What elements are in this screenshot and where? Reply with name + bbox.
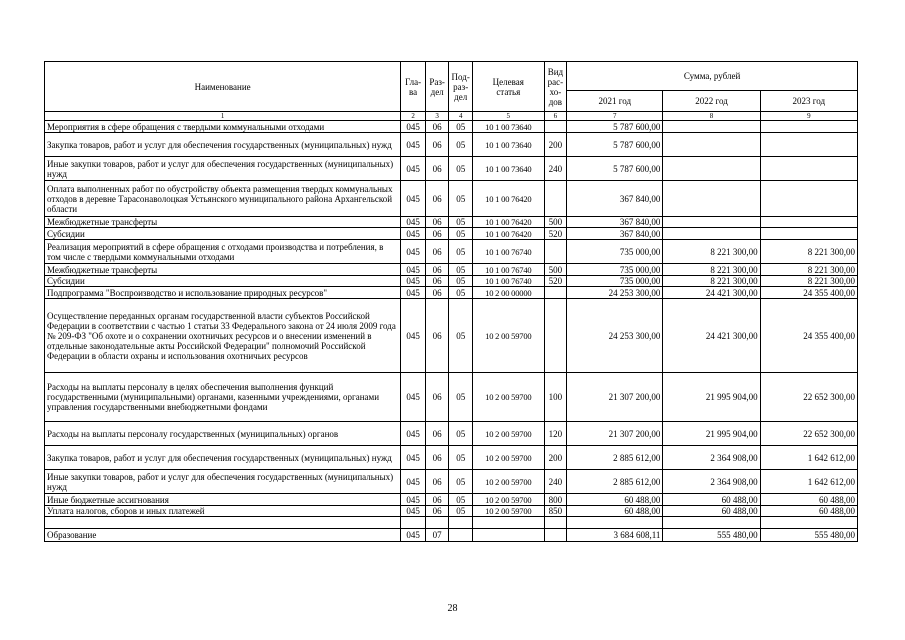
row-name: Расходы на выплаты персоналу в целях обеспечения выполнения функций государственными (муниципальными) органами, казенными учреждениями, органами управления государственными внебюджетными фондами	[45, 373, 401, 422]
row-glava: 045	[401, 181, 426, 217]
row-target-article	[472, 517, 544, 529]
table-row	[45, 373, 858, 422]
row-name: Иные бюджетные ассигнования	[45, 494, 401, 506]
row-sum-2021: 5 787 600,00	[567, 133, 663, 157]
row-expense-type: 520	[544, 228, 567, 240]
row-razdel: 06	[425, 470, 449, 494]
row-expense-type: 520	[544, 276, 567, 287]
row-sum-2021: 3 684 608,11	[567, 529, 663, 542]
row-glava: 045	[401, 121, 426, 133]
row-sum-2022: 60 488,00	[663, 494, 760, 506]
row-target-article: 10 1 00 73640	[472, 157, 544, 181]
header-year-2023: 2023 год	[760, 91, 857, 112]
row-razdel: 06	[425, 240, 449, 264]
row-sum-2023: 555 480,00	[760, 529, 857, 542]
table-row	[45, 157, 858, 181]
row-sum-2022	[663, 217, 760, 228]
row-podrazdel: 05	[449, 133, 473, 157]
row-podrazdel	[449, 517, 473, 529]
table-row	[45, 529, 858, 542]
row-podrazdel: 05	[449, 446, 473, 470]
table-row	[45, 287, 858, 299]
row-sum-2022: 24 421 300,00	[663, 299, 760, 373]
row-glava: 045	[401, 470, 426, 494]
row-sum-2022	[663, 121, 760, 133]
table-row	[45, 470, 858, 494]
col-number: 4	[449, 112, 473, 121]
row-target-article: 10 1 00 73640	[472, 133, 544, 157]
row-expense-type: 500	[544, 217, 567, 228]
row-sum-2023	[760, 121, 857, 133]
header-vid: Вид рас- хо- дов	[544, 62, 567, 112]
row-podrazdel: 05	[449, 373, 473, 422]
column-number-row	[45, 112, 858, 121]
row-razdel: 06	[425, 217, 449, 228]
table-row	[45, 494, 858, 506]
row-sum-2021: 2 885 612,00	[567, 446, 663, 470]
row-sum-2023: 8 221 300,00	[760, 276, 857, 287]
row-name	[45, 517, 401, 529]
row-sum-2021: 24 253 300,00	[567, 287, 663, 299]
table-row	[45, 228, 858, 240]
row-expense-type: 240	[544, 470, 567, 494]
row-target-article: 10 2 00 59700	[472, 422, 544, 446]
row-podrazdel: 05	[449, 276, 473, 287]
table-body	[45, 121, 858, 542]
row-target-article: 10 2 00 00000	[472, 287, 544, 299]
row-sum-2023	[760, 157, 857, 181]
header-year-2021: 2021 год	[567, 91, 663, 112]
row-razdel: 06	[425, 422, 449, 446]
row-razdel: 06	[425, 287, 449, 299]
table-row	[45, 446, 858, 470]
row-sum-2022: 21 995 904,00	[663, 373, 760, 422]
row-name: Субсидии	[45, 276, 401, 287]
page-number: 28	[447, 603, 458, 614]
row-glava: 045	[401, 287, 426, 299]
row-sum-2022	[663, 228, 760, 240]
row-glava: 045	[401, 529, 426, 542]
row-sum-2022: 2 364 908,00	[663, 446, 760, 470]
row-podrazdel: 05	[449, 287, 473, 299]
row-sum-2022	[663, 133, 760, 157]
row-sum-2023	[760, 517, 857, 529]
row-name: Расходы на выплаты персоналу государственных (муниципальных) органов	[45, 422, 401, 446]
row-sum-2022	[663, 157, 760, 181]
row-podrazdel: 05	[449, 422, 473, 446]
col-number: 3	[425, 112, 449, 121]
row-expense-type: 100	[544, 373, 567, 422]
row-glava: 045	[401, 422, 426, 446]
col-number: 7	[567, 112, 663, 121]
row-glava: 045	[401, 217, 426, 228]
table-row	[45, 240, 858, 264]
row-glava: 045	[401, 228, 426, 240]
row-podrazdel: 05	[449, 299, 473, 373]
col-number: 9	[760, 112, 857, 121]
row-glava: 045	[401, 299, 426, 373]
row-expense-type: 850	[544, 506, 567, 517]
row-podrazdel: 05	[449, 228, 473, 240]
row-target-article: 10 1 00 76420	[472, 181, 544, 217]
row-glava: 045	[401, 264, 426, 276]
row-expense-type: 200	[544, 133, 567, 157]
row-target-article: 10 2 00 59700	[472, 446, 544, 470]
row-name: Оплата выполненных работ по обустройству объекта размещения твердых коммунальных отходов в деревне Тарасонаволоцкая Устьянского муниципального района Архангельской области	[45, 181, 401, 217]
row-name: Иные закупки товаров, работ и услуг для обеспечения государственных (муниципальных) нужд	[45, 157, 401, 181]
header-name: Наименование	[45, 62, 401, 112]
row-sum-2021: 735 000,00	[567, 276, 663, 287]
col-number: 6	[544, 112, 567, 121]
row-target-article: 10 1 00 76740	[472, 276, 544, 287]
table-row	[45, 121, 858, 133]
row-name: Образование	[45, 529, 401, 542]
row-expense-type: 120	[544, 422, 567, 446]
table-row	[45, 299, 858, 373]
row-sum-2023: 24 355 400,00	[760, 299, 857, 373]
row-target-article: 10 2 00 59700	[472, 506, 544, 517]
row-expense-type: 200	[544, 446, 567, 470]
row-podrazdel: 05	[449, 240, 473, 264]
row-target-article: 10 2 00 59700	[472, 299, 544, 373]
row-sum-2021: 2 885 612,00	[567, 470, 663, 494]
row-glava: 045	[401, 506, 426, 517]
row-sum-2023	[760, 217, 857, 228]
row-sum-2021: 5 787 600,00	[567, 157, 663, 181]
row-podrazdel: 05	[449, 470, 473, 494]
row-sum-2023: 1 642 612,00	[760, 470, 857, 494]
table-row	[45, 276, 858, 287]
row-razdel: 07	[425, 529, 449, 542]
row-name: Осуществление переданных органам государственной власти субъектов Российской Федерации в соответствии с частью 1 статьи 33 Федерального закона от 24 июля 2009 года № 209-ФЗ "Об охоте и о сохранении охотничьих ресурсов и о внесении изменений в отдельные законодательные акты Российской Федерации" полномочий Российской Федерации в области охраны и использования охотничьих ресурсов	[45, 299, 401, 373]
table-row	[45, 506, 858, 517]
row-target-article: 10 1 00 76740	[472, 240, 544, 264]
row-sum-2021: 24 253 300,00	[567, 299, 663, 373]
row-sum-2023: 60 488,00	[760, 506, 857, 517]
row-razdel: 06	[425, 157, 449, 181]
row-name: Уплата налогов, сборов и иных платежей	[45, 506, 401, 517]
row-expense-type	[544, 240, 567, 264]
row-sum-2022: 555 480,00	[663, 529, 760, 542]
budget-table	[44, 61, 858, 542]
row-expense-type	[544, 529, 567, 542]
row-podrazdel: 05	[449, 494, 473, 506]
row-name: Межбюджетные трансферты	[45, 264, 401, 276]
row-expense-type	[544, 287, 567, 299]
row-expense-type	[544, 299, 567, 373]
table-row	[45, 517, 858, 529]
row-expense-type: 240	[544, 157, 567, 181]
table-row	[45, 181, 858, 217]
row-razdel: 06	[425, 494, 449, 506]
row-podrazdel: 05	[449, 181, 473, 217]
row-expense-type: 800	[544, 494, 567, 506]
row-sum-2023	[760, 228, 857, 240]
row-target-article: 10 1 00 76420	[472, 217, 544, 228]
row-sum-2023: 22 652 300,00	[760, 422, 857, 446]
row-sum-2021: 60 488,00	[567, 494, 663, 506]
row-target-article: 10 2 00 59700	[472, 373, 544, 422]
row-target-article: 10 2 00 59700	[472, 494, 544, 506]
row-name: Мероприятия в сфере обращения с твердыми коммунальными отходами	[45, 121, 401, 133]
col-number: 1	[45, 112, 401, 121]
row-sum-2023: 60 488,00	[760, 494, 857, 506]
row-sum-2021: 367 840,00	[567, 181, 663, 217]
header-razdel: Раз- дел	[425, 62, 449, 112]
row-glava: 045	[401, 446, 426, 470]
col-number: 5	[472, 112, 544, 121]
row-glava: 045	[401, 157, 426, 181]
row-glava: 045	[401, 133, 426, 157]
table-row	[45, 422, 858, 446]
row-glava: 045	[401, 494, 426, 506]
row-razdel: 06	[425, 506, 449, 517]
row-target-article: 10 1 00 73640	[472, 121, 544, 133]
row-sum-2022	[663, 181, 760, 217]
row-name: Субсидии	[45, 228, 401, 240]
row-sum-2021	[567, 517, 663, 529]
row-name: Иные закупки товаров, работ и услуг для обеспечения государственных (муниципальных) нужд	[45, 470, 401, 494]
row-target-article	[472, 529, 544, 542]
row-name: Реализация мероприятий в сфере обращения с отходами производства и потребления, в том числе с твердыми коммунальными отходами	[45, 240, 401, 264]
col-number: 2	[401, 112, 426, 121]
row-expense-type	[544, 181, 567, 217]
row-razdel: 06	[425, 373, 449, 422]
row-sum-2022: 21 995 904,00	[663, 422, 760, 446]
row-sum-2023: 8 221 300,00	[760, 240, 857, 264]
row-sum-2021: 21 307 200,00	[567, 422, 663, 446]
row-razdel: 06	[425, 264, 449, 276]
header-podrazdel: Под- раз- дел	[449, 62, 473, 112]
row-expense-type	[544, 517, 567, 529]
row-podrazdel: 05	[449, 157, 473, 181]
row-sum-2023: 8 221 300,00	[760, 264, 857, 276]
row-sum-2021: 5 787 600,00	[567, 121, 663, 133]
row-sum-2022: 2 364 908,00	[663, 470, 760, 494]
col-number: 8	[663, 112, 760, 121]
header-year-2022: 2022 год	[663, 91, 760, 112]
row-sum-2022: 24 421 300,00	[663, 287, 760, 299]
row-expense-type: 500	[544, 264, 567, 276]
row-sum-2023: 24 355 400,00	[760, 287, 857, 299]
row-sum-2021: 60 488,00	[567, 506, 663, 517]
table-row	[45, 133, 858, 157]
row-sum-2023: 1 642 612,00	[760, 446, 857, 470]
row-sum-2023: 22 652 300,00	[760, 373, 857, 422]
row-podrazdel: 05	[449, 217, 473, 228]
header-sum: Сумма, рублей	[567, 62, 858, 91]
row-sum-2021: 21 307 200,00	[567, 373, 663, 422]
row-glava	[401, 517, 426, 529]
row-expense-type	[544, 121, 567, 133]
row-name: Подпрограмма "Воспроизводство и использование природных ресурсов"	[45, 287, 401, 299]
row-sum-2023	[760, 133, 857, 157]
header-glava: Гла- ва	[401, 62, 426, 112]
row-podrazdel	[449, 529, 473, 542]
row-sum-2021: 735 000,00	[567, 240, 663, 264]
row-podrazdel: 05	[449, 264, 473, 276]
row-glava: 045	[401, 373, 426, 422]
row-name: Межбюджетные трансферты	[45, 217, 401, 228]
row-sum-2022: 8 221 300,00	[663, 264, 760, 276]
row-podrazdel: 05	[449, 506, 473, 517]
row-glava: 045	[401, 276, 426, 287]
row-target-article: 10 2 00 59700	[472, 470, 544, 494]
row-razdel: 06	[425, 133, 449, 157]
row-sum-2021: 367 840,00	[567, 217, 663, 228]
header-target: Целевая статья	[472, 62, 544, 112]
row-razdel: 06	[425, 299, 449, 373]
table-row	[45, 217, 858, 228]
row-razdel: 06	[425, 276, 449, 287]
row-glava: 045	[401, 240, 426, 264]
row-sum-2022: 8 221 300,00	[663, 276, 760, 287]
row-sum-2022	[663, 517, 760, 529]
row-sum-2022: 8 221 300,00	[663, 240, 760, 264]
row-sum-2021: 367 840,00	[567, 228, 663, 240]
row-target-article: 10 1 00 76740	[472, 264, 544, 276]
row-razdel: 06	[425, 228, 449, 240]
row-sum-2022: 60 488,00	[663, 506, 760, 517]
row-razdel	[425, 517, 449, 529]
row-name: Закупка товаров, работ и услуг для обеспечения государственных (муниципальных) нужд	[45, 446, 401, 470]
row-razdel: 06	[425, 121, 449, 133]
row-sum-2023	[760, 181, 857, 217]
row-podrazdel: 05	[449, 121, 473, 133]
row-razdel: 06	[425, 181, 449, 217]
row-razdel: 06	[425, 446, 449, 470]
row-name: Закупка товаров, работ и услуг для обеспечения государственных (муниципальных) нужд	[45, 133, 401, 157]
row-target-article: 10 1 00 76420	[472, 228, 544, 240]
table-row	[45, 264, 858, 276]
row-sum-2021: 735 000,00	[567, 264, 663, 276]
